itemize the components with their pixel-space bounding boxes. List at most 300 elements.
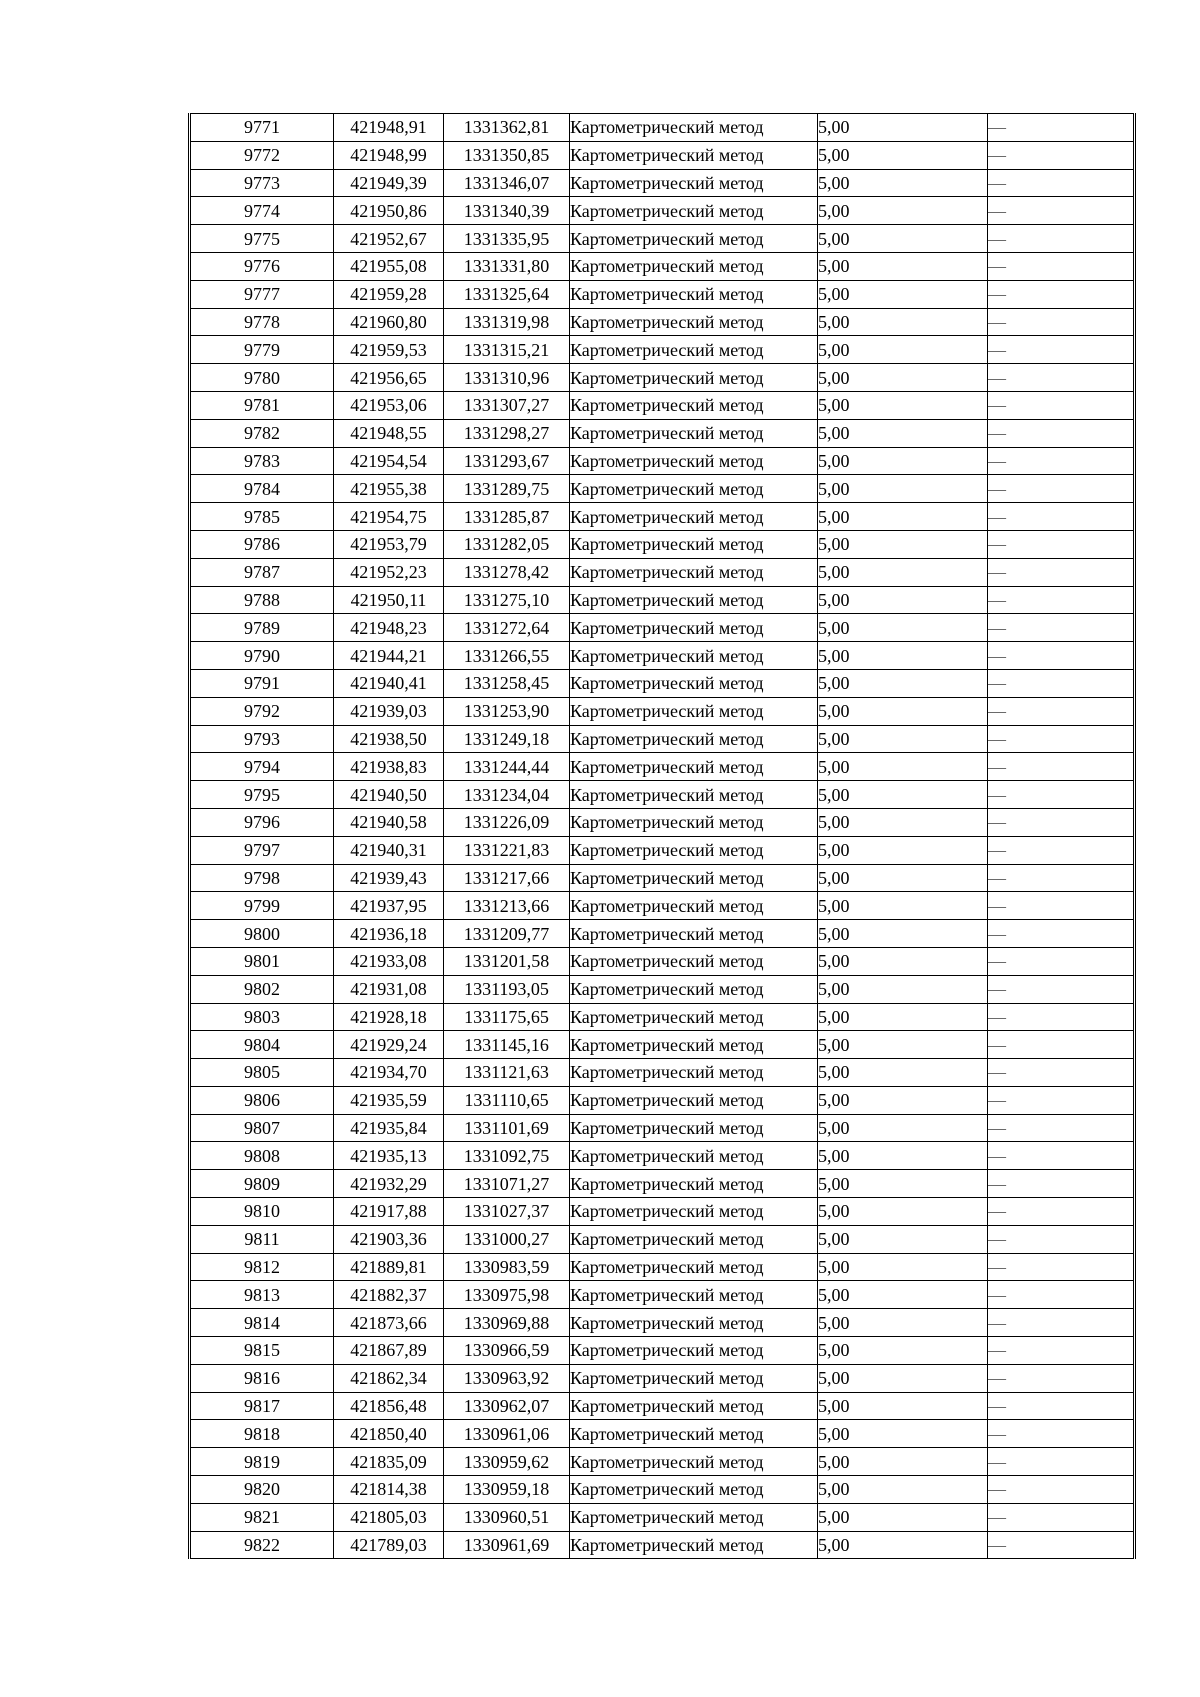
y-coordinate-cell: 1331244,44 (444, 753, 570, 781)
x-coordinate-cell: 421948,55 (334, 419, 444, 447)
table-row (190, 864, 1135, 892)
x-coordinate-cell: 421856,48 (334, 1392, 444, 1420)
table-row (190, 1503, 1135, 1531)
y-coordinate-cell: 1331272,64 (444, 614, 570, 642)
accuracy-cell: 5,00 (818, 1503, 988, 1531)
description-cell: — (988, 252, 1135, 280)
y-coordinate-cell: 1330983,59 (444, 1253, 570, 1281)
point-number-cell: 9780 (190, 364, 334, 392)
point-number-cell: 9796 (190, 808, 334, 836)
description-cell: — (988, 1503, 1135, 1531)
method-cell: Картометрический метод (570, 947, 818, 975)
description-cell: — (988, 725, 1135, 753)
x-coordinate-cell: 421928,18 (334, 1003, 444, 1031)
description-cell: — (988, 1114, 1135, 1142)
accuracy-cell: 5,00 (818, 669, 988, 697)
point-number-cell: 9811 (190, 1225, 334, 1253)
x-coordinate-cell: 421950,86 (334, 197, 444, 225)
x-coordinate-cell: 421952,23 (334, 558, 444, 586)
point-number-cell: 9788 (190, 586, 334, 614)
description-cell: — (988, 336, 1135, 364)
y-coordinate-cell: 1331307,27 (444, 391, 570, 419)
table-row (190, 753, 1135, 781)
x-coordinate-cell: 421959,53 (334, 336, 444, 364)
method-cell: Картометрический метод (570, 280, 818, 308)
point-number-cell: 9805 (190, 1059, 334, 1087)
method-cell: Картометрический метод (570, 892, 818, 920)
point-number-cell: 9795 (190, 781, 334, 809)
x-coordinate-cell: 421949,39 (334, 169, 444, 197)
table-row (190, 503, 1135, 531)
point-number-cell: 9779 (190, 336, 334, 364)
method-cell: Картометрический метод (570, 642, 818, 670)
method-cell: Картометрический метод (570, 308, 818, 336)
x-coordinate-cell: 421948,23 (334, 614, 444, 642)
point-number-cell: 9786 (190, 530, 334, 558)
method-cell: Картометрический метод (570, 1170, 818, 1198)
y-coordinate-cell: 1330975,98 (444, 1281, 570, 1309)
y-coordinate-cell: 1331249,18 (444, 725, 570, 753)
description-cell: — (988, 225, 1135, 253)
point-number-cell: 9794 (190, 753, 334, 781)
table-row (190, 336, 1135, 364)
x-coordinate-cell: 421938,50 (334, 725, 444, 753)
method-cell: Картометрический метод (570, 1059, 818, 1087)
point-number-cell: 9777 (190, 280, 334, 308)
y-coordinate-cell: 1331217,66 (444, 864, 570, 892)
description-cell: — (988, 1170, 1135, 1198)
point-number-cell: 9807 (190, 1114, 334, 1142)
point-number-cell: 9821 (190, 1503, 334, 1531)
y-coordinate-cell: 1331071,27 (444, 1170, 570, 1198)
description-cell: — (988, 1059, 1135, 1087)
y-coordinate-cell: 1331226,09 (444, 808, 570, 836)
point-number-cell: 9782 (190, 419, 334, 447)
description-cell: — (988, 1142, 1135, 1170)
description-cell: — (988, 364, 1135, 392)
y-coordinate-cell: 1331213,66 (444, 892, 570, 920)
accuracy-cell: 5,00 (818, 1337, 988, 1365)
x-coordinate-cell: 421954,75 (334, 503, 444, 531)
method-cell: Картометрический метод (570, 1253, 818, 1281)
point-number-cell: 9815 (190, 1337, 334, 1365)
x-coordinate-cell: 421939,43 (334, 864, 444, 892)
point-number-cell: 9790 (190, 642, 334, 670)
coordinates-table (188, 113, 1136, 1559)
description-cell: — (988, 1364, 1135, 1392)
description-cell: — (988, 808, 1135, 836)
accuracy-cell: 5,00 (818, 1059, 988, 1087)
description-cell: — (988, 1253, 1135, 1281)
x-coordinate-cell: 421959,28 (334, 280, 444, 308)
x-coordinate-cell: 421938,83 (334, 753, 444, 781)
y-coordinate-cell: 1331145,16 (444, 1031, 570, 1059)
accuracy-cell: 5,00 (818, 1142, 988, 1170)
accuracy-cell: 5,00 (818, 614, 988, 642)
x-coordinate-cell: 421953,06 (334, 391, 444, 419)
x-coordinate-cell: 421955,38 (334, 475, 444, 503)
description-cell: — (988, 1448, 1135, 1476)
table-row (190, 308, 1135, 336)
description-cell: — (988, 475, 1135, 503)
method-cell: Картометрический метод (570, 808, 818, 836)
y-coordinate-cell: 1331285,87 (444, 503, 570, 531)
y-coordinate-cell: 1331110,65 (444, 1086, 570, 1114)
point-number-cell: 9787 (190, 558, 334, 586)
description-cell: — (988, 391, 1135, 419)
x-coordinate-cell: 421956,65 (334, 364, 444, 392)
accuracy-cell: 5,00 (818, 920, 988, 948)
accuracy-cell: 5,00 (818, 642, 988, 670)
method-cell: Картометрический метод (570, 252, 818, 280)
y-coordinate-cell: 1331325,64 (444, 280, 570, 308)
method-cell: Картометрический метод (570, 364, 818, 392)
y-coordinate-cell: 1331221,83 (444, 836, 570, 864)
table-row (190, 558, 1135, 586)
method-cell: Картометрический метод (570, 475, 818, 503)
method-cell: Картометрический метод (570, 975, 818, 1003)
method-cell: Картометрический метод (570, 669, 818, 697)
y-coordinate-cell: 1331289,75 (444, 475, 570, 503)
y-coordinate-cell: 1330961,69 (444, 1531, 570, 1559)
description-cell: — (988, 1225, 1135, 1253)
accuracy-cell: 5,00 (818, 1281, 988, 1309)
description-cell: — (988, 975, 1135, 1003)
point-number-cell: 9810 (190, 1198, 334, 1226)
table-row (190, 114, 1135, 142)
method-cell: Картометрический метод (570, 1448, 818, 1476)
y-coordinate-cell: 1331101,69 (444, 1114, 570, 1142)
method-cell: Картометрический метод (570, 419, 818, 447)
method-cell: Картометрический метод (570, 1337, 818, 1365)
method-cell: Картометрический метод (570, 336, 818, 364)
method-cell: Картометрический метод (570, 225, 818, 253)
x-coordinate-cell: 421950,11 (334, 586, 444, 614)
x-coordinate-cell: 421935,84 (334, 1114, 444, 1142)
table-row (190, 1309, 1135, 1337)
description-cell: — (988, 1531, 1135, 1559)
method-cell: Картометрический метод (570, 753, 818, 781)
description-cell: — (988, 530, 1135, 558)
accuracy-cell: 5,00 (818, 1448, 988, 1476)
accuracy-cell: 5,00 (818, 503, 988, 531)
point-number-cell: 9791 (190, 669, 334, 697)
point-number-cell: 9798 (190, 864, 334, 892)
table-row (190, 1114, 1135, 1142)
accuracy-cell: 5,00 (818, 1114, 988, 1142)
y-coordinate-cell: 1331193,05 (444, 975, 570, 1003)
point-number-cell: 9792 (190, 697, 334, 725)
point-number-cell: 9801 (190, 947, 334, 975)
y-coordinate-cell: 1331201,58 (444, 947, 570, 975)
accuracy-cell: 5,00 (818, 530, 988, 558)
method-cell: Картометрический метод (570, 1392, 818, 1420)
point-number-cell: 9804 (190, 1031, 334, 1059)
method-cell: Картометрический метод (570, 1476, 818, 1504)
table-row (190, 669, 1135, 697)
accuracy-cell: 5,00 (818, 1392, 988, 1420)
y-coordinate-cell: 1331282,05 (444, 530, 570, 558)
x-coordinate-cell: 421932,29 (334, 1170, 444, 1198)
coordinates-table-body (190, 114, 1135, 1559)
point-number-cell: 9809 (190, 1170, 334, 1198)
y-coordinate-cell: 1331092,75 (444, 1142, 570, 1170)
y-coordinate-cell: 1330959,18 (444, 1476, 570, 1504)
x-coordinate-cell: 421940,58 (334, 808, 444, 836)
accuracy-cell: 5,00 (818, 1086, 988, 1114)
accuracy-cell: 5,00 (818, 808, 988, 836)
method-cell: Картометрический метод (570, 1003, 818, 1031)
x-coordinate-cell: 421917,88 (334, 1198, 444, 1226)
method-cell: Картометрический метод (570, 1114, 818, 1142)
method-cell: Картометрический метод (570, 1281, 818, 1309)
x-coordinate-cell: 421935,13 (334, 1142, 444, 1170)
y-coordinate-cell: 1331027,37 (444, 1198, 570, 1226)
accuracy-cell: 5,00 (818, 1225, 988, 1253)
y-coordinate-cell: 1331253,90 (444, 697, 570, 725)
accuracy-cell: 5,00 (818, 1031, 988, 1059)
description-cell: — (988, 308, 1135, 336)
method-cell: Картометрический метод (570, 114, 818, 142)
x-coordinate-cell: 421940,31 (334, 836, 444, 864)
method-cell: Картометрический метод (570, 169, 818, 197)
table-row (190, 1531, 1135, 1559)
description-cell: — (988, 920, 1135, 948)
point-number-cell: 9814 (190, 1309, 334, 1337)
y-coordinate-cell: 1331346,07 (444, 169, 570, 197)
accuracy-cell: 5,00 (818, 391, 988, 419)
table-row (190, 892, 1135, 920)
table-row (190, 1198, 1135, 1226)
accuracy-cell: 5,00 (818, 1170, 988, 1198)
x-coordinate-cell: 421931,08 (334, 975, 444, 1003)
table-row (190, 1031, 1135, 1059)
table-row (190, 225, 1135, 253)
y-coordinate-cell: 1331298,27 (444, 419, 570, 447)
method-cell: Картометрический метод (570, 503, 818, 531)
accuracy-cell: 5,00 (818, 892, 988, 920)
method-cell: Картометрический метод (570, 447, 818, 475)
point-number-cell: 9817 (190, 1392, 334, 1420)
x-coordinate-cell: 421934,70 (334, 1059, 444, 1087)
table-row (190, 642, 1135, 670)
x-coordinate-cell: 421835,09 (334, 1448, 444, 1476)
description-cell: — (988, 892, 1135, 920)
table-row (190, 1170, 1135, 1198)
description-cell: — (988, 753, 1135, 781)
accuracy-cell: 5,00 (818, 114, 988, 142)
x-coordinate-cell: 421960,80 (334, 308, 444, 336)
method-cell: Картометрический метод (570, 697, 818, 725)
accuracy-cell: 5,00 (818, 697, 988, 725)
point-number-cell: 9789 (190, 614, 334, 642)
table-row (190, 1337, 1135, 1365)
y-coordinate-cell: 1331234,04 (444, 781, 570, 809)
point-number-cell: 9774 (190, 197, 334, 225)
accuracy-cell: 5,00 (818, 586, 988, 614)
y-coordinate-cell: 1331175,65 (444, 1003, 570, 1031)
y-coordinate-cell: 1331293,67 (444, 447, 570, 475)
method-cell: Картометрический метод (570, 197, 818, 225)
accuracy-cell: 5,00 (818, 1003, 988, 1031)
point-number-cell: 9793 (190, 725, 334, 753)
table-row (190, 364, 1135, 392)
x-coordinate-cell: 421873,66 (334, 1309, 444, 1337)
description-cell: — (988, 1031, 1135, 1059)
accuracy-cell: 5,00 (818, 836, 988, 864)
y-coordinate-cell: 1331362,81 (444, 114, 570, 142)
table-row (190, 1086, 1135, 1114)
table-row (190, 725, 1135, 753)
description-cell: — (988, 614, 1135, 642)
description-cell: — (988, 558, 1135, 586)
accuracy-cell: 5,00 (818, 141, 988, 169)
table-row (190, 947, 1135, 975)
x-coordinate-cell: 421814,38 (334, 1476, 444, 1504)
y-coordinate-cell: 1331315,21 (444, 336, 570, 364)
method-cell: Картометрический метод (570, 1503, 818, 1531)
y-coordinate-cell: 1331350,85 (444, 141, 570, 169)
y-coordinate-cell: 1331319,98 (444, 308, 570, 336)
accuracy-cell: 5,00 (818, 447, 988, 475)
description-cell: — (988, 447, 1135, 475)
description-cell: — (988, 1337, 1135, 1365)
accuracy-cell: 5,00 (818, 558, 988, 586)
x-coordinate-cell: 421805,03 (334, 1503, 444, 1531)
accuracy-cell: 5,00 (818, 419, 988, 447)
table-row (190, 1392, 1135, 1420)
accuracy-cell: 5,00 (818, 1420, 988, 1448)
table-row (190, 1420, 1135, 1448)
y-coordinate-cell: 1330966,59 (444, 1337, 570, 1365)
accuracy-cell: 5,00 (818, 725, 988, 753)
table-row (190, 586, 1135, 614)
table-row (190, 975, 1135, 1003)
table-row (190, 447, 1135, 475)
accuracy-cell: 5,00 (818, 1531, 988, 1559)
table-row (190, 1476, 1135, 1504)
table-row (190, 781, 1135, 809)
point-number-cell: 9812 (190, 1253, 334, 1281)
description-cell: — (988, 503, 1135, 531)
point-number-cell: 9771 (190, 114, 334, 142)
table-row (190, 1225, 1135, 1253)
x-coordinate-cell: 421862,34 (334, 1364, 444, 1392)
table-row (190, 1142, 1135, 1170)
method-cell: Картометрический метод (570, 558, 818, 586)
x-coordinate-cell: 421952,67 (334, 225, 444, 253)
table-row (190, 920, 1135, 948)
x-coordinate-cell: 421850,40 (334, 1420, 444, 1448)
point-number-cell: 9802 (190, 975, 334, 1003)
description-cell: — (988, 864, 1135, 892)
x-coordinate-cell: 421937,95 (334, 892, 444, 920)
y-coordinate-cell: 1331340,39 (444, 197, 570, 225)
point-number-cell: 9776 (190, 252, 334, 280)
y-coordinate-cell: 1331209,77 (444, 920, 570, 948)
point-number-cell: 9819 (190, 1448, 334, 1476)
method-cell: Картометрический метод (570, 141, 818, 169)
point-number-cell: 9803 (190, 1003, 334, 1031)
method-cell: Картометрический метод (570, 1531, 818, 1559)
method-cell: Картометрический метод (570, 586, 818, 614)
accuracy-cell: 5,00 (818, 197, 988, 225)
x-coordinate-cell: 421903,36 (334, 1225, 444, 1253)
table-row (190, 475, 1135, 503)
x-coordinate-cell: 421944,21 (334, 642, 444, 670)
x-coordinate-cell: 421939,03 (334, 697, 444, 725)
y-coordinate-cell: 1331278,42 (444, 558, 570, 586)
description-cell: — (988, 141, 1135, 169)
method-cell: Картометрический метод (570, 836, 818, 864)
point-number-cell: 9820 (190, 1476, 334, 1504)
accuracy-cell: 5,00 (818, 308, 988, 336)
accuracy-cell: 5,00 (818, 475, 988, 503)
accuracy-cell: 5,00 (818, 1253, 988, 1281)
x-coordinate-cell: 421935,59 (334, 1086, 444, 1114)
accuracy-cell: 5,00 (818, 1198, 988, 1226)
description-cell: — (988, 642, 1135, 670)
description-cell: — (988, 114, 1135, 142)
description-cell: — (988, 1476, 1135, 1504)
method-cell: Картометрический метод (570, 530, 818, 558)
accuracy-cell: 5,00 (818, 1364, 988, 1392)
table-row (190, 391, 1135, 419)
accuracy-cell: 5,00 (818, 280, 988, 308)
table-row (190, 697, 1135, 725)
table-row (190, 419, 1135, 447)
description-cell: — (988, 1198, 1135, 1226)
y-coordinate-cell: 1330962,07 (444, 1392, 570, 1420)
point-number-cell: 9783 (190, 447, 334, 475)
point-number-cell: 9808 (190, 1142, 334, 1170)
y-coordinate-cell: 1331121,63 (444, 1059, 570, 1087)
point-number-cell: 9822 (190, 1531, 334, 1559)
y-coordinate-cell: 1331258,45 (444, 669, 570, 697)
point-number-cell: 9785 (190, 503, 334, 531)
description-cell: — (988, 280, 1135, 308)
point-number-cell: 9800 (190, 920, 334, 948)
accuracy-cell: 5,00 (818, 864, 988, 892)
method-cell: Картометрический метод (570, 1198, 818, 1226)
x-coordinate-cell: 421940,50 (334, 781, 444, 809)
y-coordinate-cell: 1330963,92 (444, 1364, 570, 1392)
table-row (190, 280, 1135, 308)
table-row (190, 169, 1135, 197)
accuracy-cell: 5,00 (818, 336, 988, 364)
description-cell: — (988, 419, 1135, 447)
table-row (190, 1448, 1135, 1476)
method-cell: Картометрический метод (570, 1086, 818, 1114)
point-number-cell: 9797 (190, 836, 334, 864)
method-cell: Картометрический метод (570, 1142, 818, 1170)
description-cell: — (988, 947, 1135, 975)
method-cell: Картометрический метод (570, 1420, 818, 1448)
description-cell: — (988, 1420, 1135, 1448)
table-row (190, 1281, 1135, 1309)
description-cell: — (988, 1281, 1135, 1309)
accuracy-cell: 5,00 (818, 225, 988, 253)
point-number-cell: 9818 (190, 1420, 334, 1448)
accuracy-cell: 5,00 (818, 1309, 988, 1337)
method-cell: Картометрический метод (570, 920, 818, 948)
x-coordinate-cell: 421929,24 (334, 1031, 444, 1059)
y-coordinate-cell: 1330969,88 (444, 1309, 570, 1337)
method-cell: Картометрический метод (570, 1225, 818, 1253)
point-number-cell: 9784 (190, 475, 334, 503)
table-row (190, 1059, 1135, 1087)
accuracy-cell: 5,00 (818, 364, 988, 392)
